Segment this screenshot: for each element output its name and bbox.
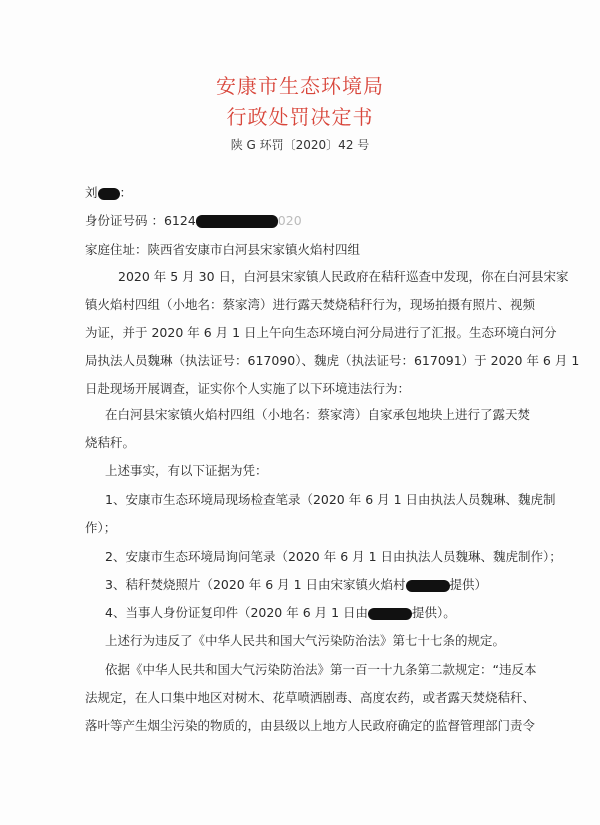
evidence-2: 2、安康市生态环境局询问笔录（2020 年 6 月 1 日由执法人员魏琳、魏虎制作）； [105,549,562,564]
evidence-4-redaction [368,608,412,620]
violation-statement: 上述行为违反了《中华人民共和国大气污染防治法》第七十七条的规定。 [105,633,506,648]
p1-line-4: 局执法人员魏琳（执法证号：617090）、魏虎（执法证号：617091）于 2020 年 6 月 1 [85,353,580,368]
party-name-suffix: ： [119,185,133,200]
document-number: 陕 G 环罚〔2020〕42 号 [230,138,370,152]
id-label: 身份证号码 ： [85,213,164,228]
evidence-3-suffix: 提供） [449,577,488,592]
id-suffix: 020 [277,213,302,228]
basis-line-2: 法规定，在人口集中地区对树木、花草喷洒剧毒、高度农药，或者露天焚烧秸秆、 [85,690,536,705]
evidence-3-redaction [406,580,450,592]
id-redaction [196,215,278,228]
evidence-intro: 上述事实，有以下证据为凭： [105,463,268,478]
basis-line-3: 落叶等产生烟尘污染的物质的，由县级以上地方人民政府确定的监督管理部门责令 [85,718,536,733]
party-name-line [85,185,132,201]
p2-line-2: 烧秸秆。 [85,435,136,450]
party-id-line [85,213,302,229]
document-type-title: 行政处罚决定书 [226,105,374,129]
p1-line-1: 2020 年 5 月 30 日，白河县宋家镇人民政府在秸秆巡查中发现，你在白河县宋家 [118,269,569,284]
name-redaction [98,188,120,200]
party-name-prefix: 刘 [85,185,98,200]
evidence-4-prefix: 4、当事人身份证复印件（2020 年 6 月 1 日由 [105,605,369,620]
p2-line-1: 在白河县宋家镇火焰村四组（小地名：蔡家湾）自家承包地块上进行了露天焚 [105,407,531,422]
p1-line-2: 镇火焰村四组（小地名：蔡家湾）进行露天焚烧秸秆行为，现场拍摄有照片、视频 [85,297,536,312]
p1-line-3: 为证，并于 2020 年 6 月 1 日上午向生态环境白河分局进行了汇报。生态环境白河分 [85,325,557,340]
id-prefix: 6124 [163,213,196,228]
party-address: 家庭住址：陕西省安康市白河县宋家镇火焰村四组 [85,242,361,257]
evidence-3 [105,577,487,593]
evidence-4-suffix: 提供）。 [412,605,456,620]
basis-line-1: 依据《中华人民共和国大气污染防治法》第一百一十九条第二款规定：“违反本 [105,662,537,677]
evidence-1-line-2: 作）； [85,520,117,535]
evidence-1-line-1: 1、安康市生态环境局现场检查笔录（2020 年 6 月 1 日由执法人员魏琳、魏虎制 [105,492,556,507]
agency-title: 安康市生态环境局 [216,74,384,98]
evidence-4 [105,605,456,621]
p1-line-5: 日赴现场开展调查，证实你个人实施了以下环境违法行为： [85,381,411,396]
evidence-3-prefix: 3、秸秆焚烧照片（2020 年 6 月 1 日由宋家镇火焰村 [105,577,406,592]
